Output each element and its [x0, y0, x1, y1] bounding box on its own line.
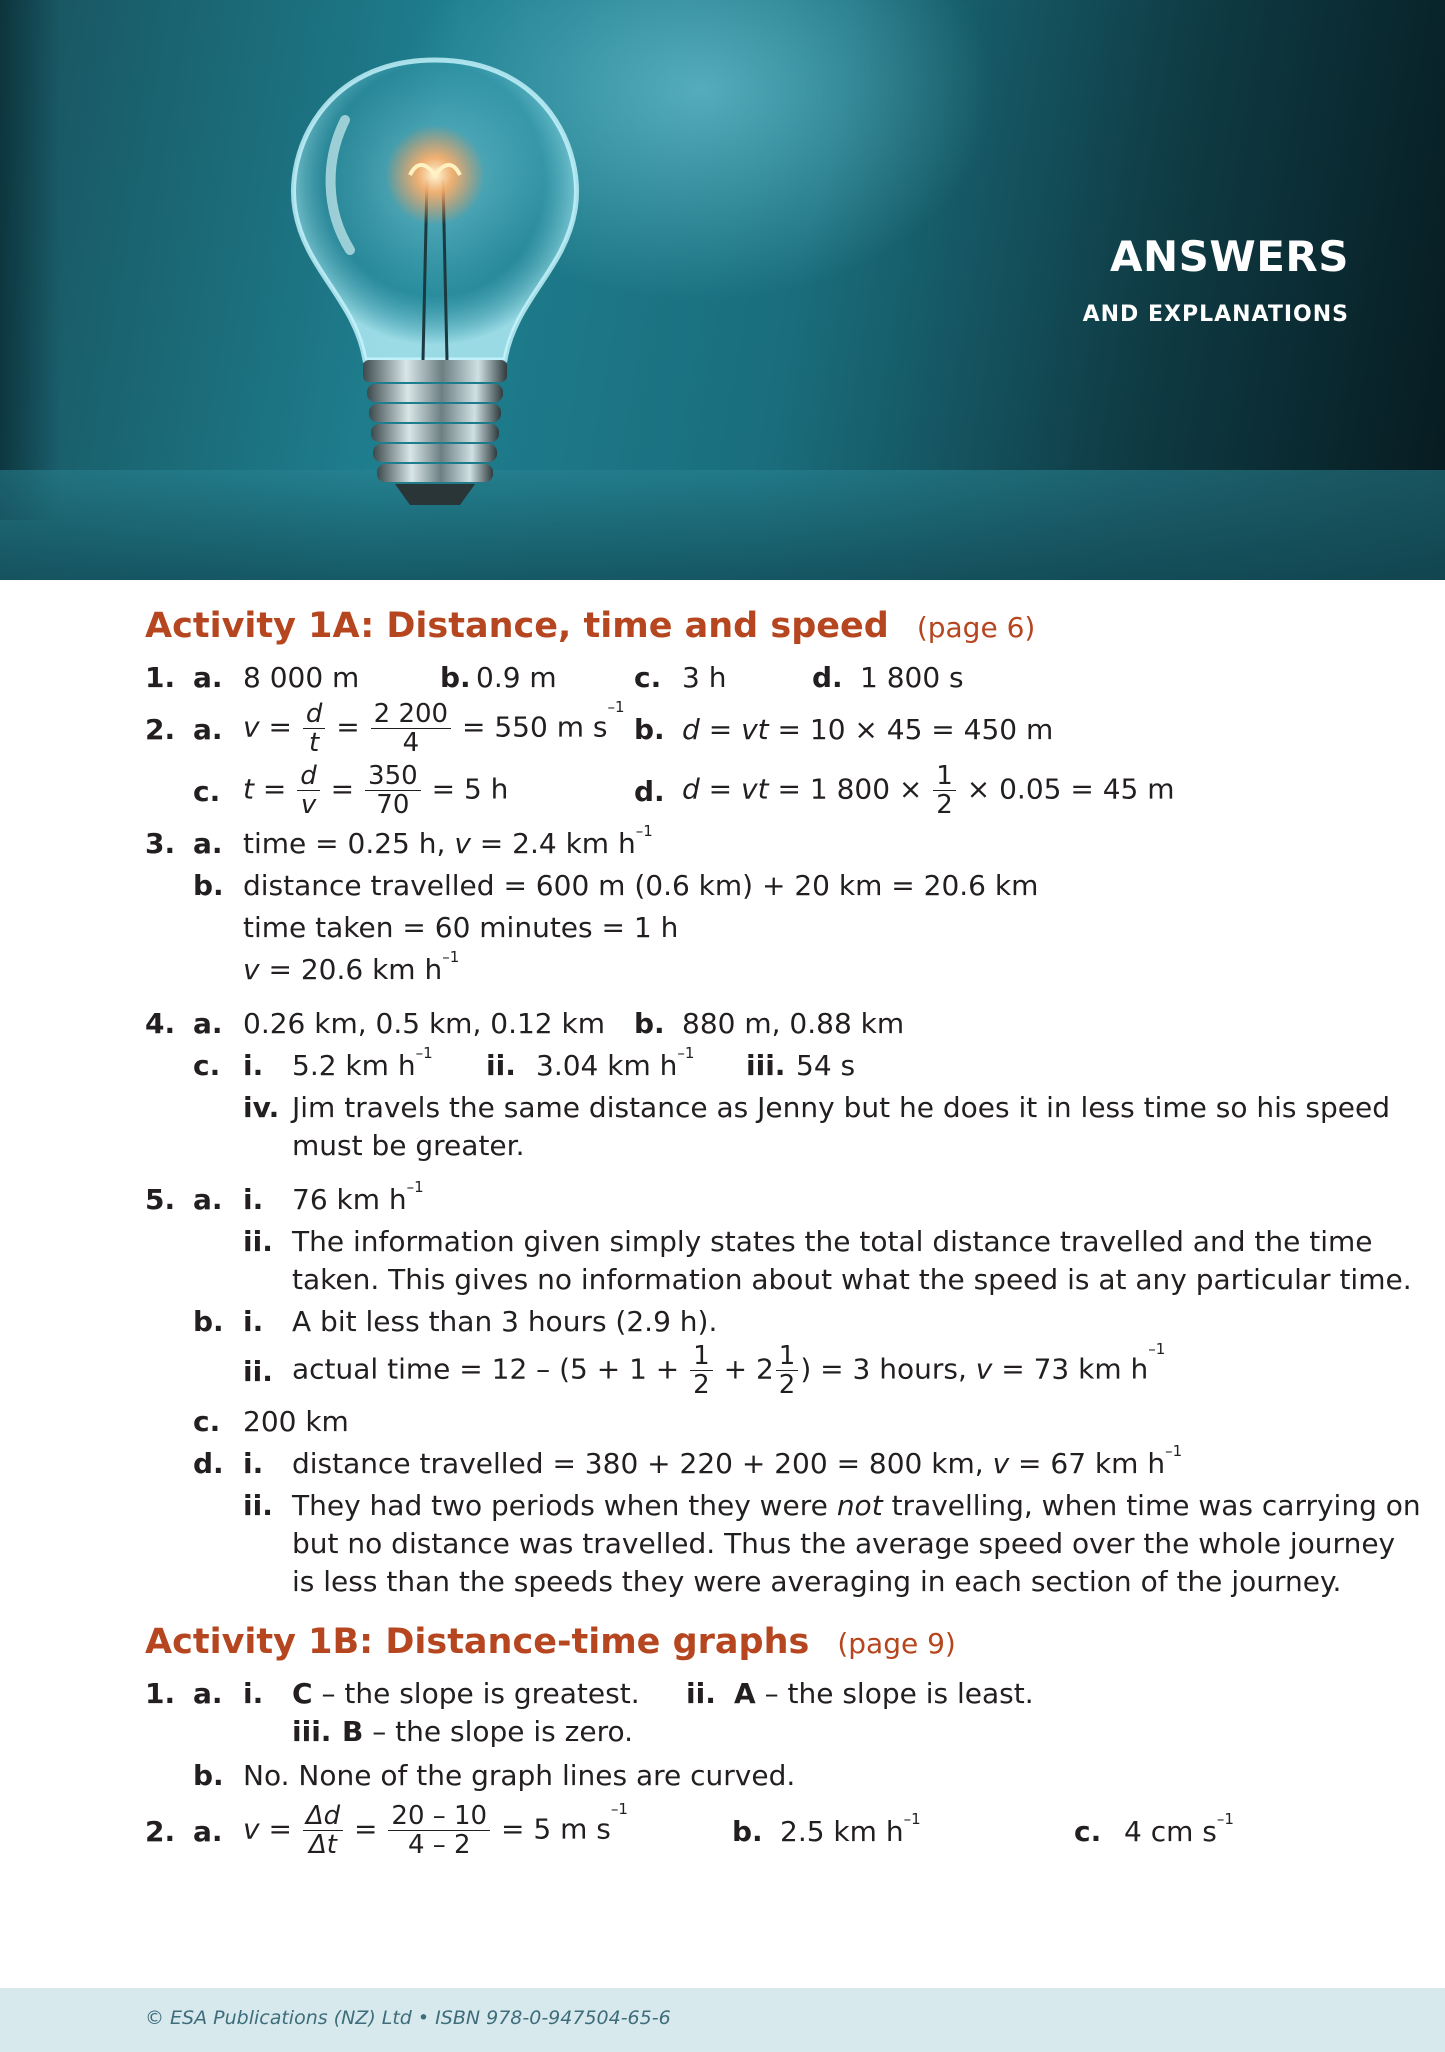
answer-text: [292, 1674, 640, 1714]
subpart-label: i.: [243, 1447, 264, 1480]
q5-row-c: [0, 1402, 1445, 1444]
activity-1a-heading: [0, 600, 1445, 658]
part-label: d.: [634, 775, 665, 808]
fraction: [388, 1802, 490, 1859]
result: = 10 × 45 = 450 m: [768, 713, 1054, 746]
subpart-label: iv.: [243, 1091, 280, 1124]
numerator: Δd: [303, 1802, 343, 1831]
fraction: [297, 762, 320, 819]
graph-key: B: [342, 1715, 364, 1748]
part-label: a.: [193, 1007, 223, 1040]
subpart-label: ii.: [686, 1677, 716, 1710]
answer-text: 0.9 m: [476, 661, 557, 694]
q1-row: [0, 658, 1445, 700]
answer-text: taken. This gives no information about what the speed is at any particular time.: [292, 1263, 1412, 1296]
answer-text: is less than the speeds they were averaging in each section of the journey.: [292, 1565, 1342, 1598]
expression: actual time = 12 – (5 + 1 +: [292, 1352, 680, 1386]
expression: ) = 3 hours,: [800, 1352, 976, 1386]
variable: v: [454, 827, 471, 860]
answer-text: [292, 1444, 1182, 1484]
variable: v: [243, 710, 260, 744]
activity-1b-heading: [0, 1616, 1445, 1674]
result: = 2.4 km h: [470, 827, 636, 860]
equation: [292, 1342, 1165, 1399]
text: 3.04 km h: [536, 1049, 678, 1082]
question-number: 1.: [145, 1677, 176, 1710]
exponent: –1: [442, 948, 460, 966]
denominator: v: [300, 790, 317, 820]
question-number: 1.: [145, 661, 176, 694]
variable: t: [243, 772, 254, 806]
answer-text: No. None of the graph lines are curved.: [243, 1759, 796, 1792]
subpart-label: ii.: [243, 1355, 273, 1388]
question-number: 4.: [145, 1007, 176, 1040]
q5-row-ai: [0, 1180, 1445, 1222]
subpart-label: iii.: [746, 1049, 786, 1082]
q3-row-a: [0, 824, 1445, 866]
equals: =: [708, 713, 742, 746]
answer-text: distance travelled = 600 m (0.6 km) + 20 km = 20.6 km: [243, 869, 1039, 902]
exponent: –1: [607, 698, 625, 716]
answer-text: but no distance was travelled. Thus the average speed over the whole journey: [292, 1527, 1396, 1560]
answer-text: [536, 1046, 694, 1086]
emphasis: not: [836, 1489, 883, 1522]
answer-text: [1124, 1812, 1234, 1852]
answer-text: 54 s: [796, 1049, 856, 1082]
answer-text: time taken = 60 minutes = 1 h: [243, 911, 679, 944]
part-label: a.: [193, 713, 223, 746]
q4-row-civ2: [0, 1130, 1445, 1168]
result: = 550 m s: [461, 710, 608, 744]
numerator: 1: [690, 1342, 713, 1371]
equation: d = vt = 1 800 × $\frac{1}{2}$ × 0.05 = 45 m: [682, 761, 1175, 820]
text: – the slope is least.: [755, 1677, 1034, 1710]
q5-row-bi: [0, 1302, 1445, 1344]
q4-row-ab: [0, 1004, 1445, 1046]
q5-row-aii1: [0, 1222, 1445, 1264]
answer-text: A bit less than 3 hours (2.9 h).: [292, 1305, 718, 1338]
part-label: a.: [193, 827, 223, 860]
subpart-label: ii.: [486, 1049, 516, 1082]
copyright-text: © ESA Publications (NZ) Ltd • ISBN 978-0-947504-65-6: [145, 2007, 671, 2029]
answer-text: 0.26 km, 0.5 km, 0.12 km: [243, 1007, 605, 1040]
answer-text: 8 000 m: [243, 661, 360, 694]
q5-row-di: [0, 1444, 1445, 1486]
result: = 5 h: [431, 772, 509, 806]
subpart-label: iii.: [292, 1715, 332, 1748]
part-label: c.: [634, 661, 662, 694]
result: = 20.6 km h: [259, 953, 443, 986]
denominator: t: [309, 728, 320, 758]
result: = 73 km h: [992, 1352, 1149, 1386]
variable: v: [243, 1812, 260, 1846]
subpart-label: i.: [243, 1677, 264, 1710]
activity-1a-page-ref: (page 6): [916, 611, 1036, 644]
part-label: c.: [193, 1049, 221, 1082]
exponent: –1: [1216, 1810, 1234, 1828]
answer-text: [292, 1486, 1421, 1526]
result: × 0.05 = 45 m: [966, 772, 1175, 806]
numerator: d: [297, 762, 320, 791]
variable: v: [975, 1352, 993, 1386]
fraction: [303, 1802, 343, 1859]
activity-1b-title: Activity 1B: Distance-time graphs: [145, 1622, 810, 1662]
subpart-label: i.: [243, 1183, 264, 1216]
q3-row-b3: [0, 950, 1445, 992]
answer-text: must be greater.: [292, 1129, 525, 1162]
denominator: 4: [402, 728, 420, 758]
text: travelling, when time was carrying on: [882, 1489, 1421, 1522]
numerator: d: [303, 700, 326, 729]
exponent: –1: [677, 1044, 695, 1062]
answer-text: [292, 1046, 433, 1086]
subpart-label: ii.: [243, 1489, 273, 1522]
part-label: b.: [440, 661, 471, 694]
exponent: –1: [415, 1044, 433, 1062]
part-label: b.: [193, 1759, 224, 1792]
text: distance travelled = 380 + 220 + 200 = 800 km,: [292, 1447, 993, 1480]
variable: d: [682, 772, 700, 806]
graph-key: C: [292, 1677, 313, 1710]
numerator: 20 – 10: [388, 1802, 490, 1831]
subpart-label: i.: [243, 1305, 264, 1338]
result: = 67 km h: [1009, 1447, 1166, 1480]
q5-row-dii2: [0, 1528, 1445, 1566]
question-number: 2.: [145, 713, 176, 746]
denominator: 2: [778, 1370, 796, 1400]
q4-row-c: [0, 1046, 1445, 1088]
b-q1-row-b: [0, 1756, 1445, 1798]
fraction: [303, 700, 326, 757]
expression: = 1 800 ×: [768, 772, 923, 806]
denominator: 4 – 2: [407, 1830, 471, 1860]
answer-text: 3 h: [682, 661, 727, 694]
answer-text: [734, 1674, 1034, 1714]
denominator: 2: [693, 1370, 710, 1400]
answer-text: [780, 1812, 921, 1852]
q5-row-dii3: [0, 1566, 1445, 1604]
numerator: 1: [933, 762, 956, 791]
denominator: Δt: [309, 1830, 337, 1860]
part-label: d.: [193, 1447, 224, 1480]
b-q2-row: [0, 1798, 1445, 1868]
part-label: c.: [193, 1405, 221, 1438]
part-label: a.: [193, 1815, 223, 1848]
answer-text: The information given simply states the total distance travelled and the time: [292, 1225, 1373, 1258]
numerator: 350: [365, 762, 421, 791]
answer-text: [342, 1712, 633, 1752]
denominator: 70: [376, 790, 410, 820]
text: – the slope is zero.: [363, 1715, 634, 1748]
part-label: b.: [634, 1007, 665, 1040]
b-q1-row-aiii: [0, 1716, 1445, 1756]
banner-subtitle: AND EXPLANATIONS: [1082, 302, 1349, 327]
equation: v = $\frac{\Delta d}{\Delta t}$ = $\frac{20 - 10}{4 - 2}$ = 5 m $s^{-1}$: [243, 1800, 628, 1860]
text: 76 km h: [292, 1183, 407, 1216]
part-label: b.: [193, 1305, 224, 1338]
answer-text: 1 800 s: [860, 661, 964, 694]
banner-title: ANSWERS: [1109, 232, 1349, 281]
exponent: –1: [610, 1800, 628, 1818]
cover-banner: [0, 0, 1445, 580]
question-number: 5.: [145, 1183, 176, 1216]
expression: + 2: [723, 1352, 774, 1386]
answer-text: 880 m, 0.88 km: [682, 1007, 905, 1040]
fraction: [933, 762, 956, 819]
exponent: –1: [406, 1178, 424, 1196]
text: 5.2 km h: [292, 1049, 416, 1082]
q5-row-aii2: [0, 1264, 1445, 1302]
q2-row-cd: [0, 762, 1445, 824]
part-label: b.: [634, 713, 665, 746]
answers-content: [0, 600, 1445, 1868]
q5-row-bii: [0, 1340, 1445, 1402]
part-label: c.: [193, 775, 221, 808]
wall-shadow: [0, 0, 60, 520]
result: = 5 m s: [501, 1812, 611, 1846]
text: time = 0.25 h,: [243, 827, 455, 860]
equals: =: [268, 710, 292, 744]
fraction: [371, 700, 451, 757]
part-label: a.: [193, 1183, 223, 1216]
light-bulb-illustration: [255, 0, 615, 540]
numerator: 2 200: [371, 700, 451, 729]
variable: v: [243, 953, 260, 986]
part-label: d.: [812, 661, 843, 694]
fraction: [776, 1342, 799, 1399]
q2-row-ab: [0, 700, 1445, 762]
variable: vt: [741, 772, 769, 806]
answer-text: [243, 824, 653, 864]
b-q1-row-a: [0, 1674, 1445, 1716]
floor-surface: [0, 470, 1445, 580]
part-label: c.: [1074, 1815, 1102, 1848]
text: 4 cm s: [1124, 1815, 1217, 1848]
part-label: b.: [732, 1815, 763, 1848]
equation: v = $\frac{d}{t}$ = $\frac{2 200}{4}$ = 550 m $s^{-1}$: [243, 698, 625, 758]
exponent: –1: [635, 822, 653, 840]
q4-row-civ1: [0, 1088, 1445, 1130]
part-label: b.: [193, 869, 224, 902]
q3-row-b2: [0, 908, 1445, 950]
denominator: 2: [936, 790, 953, 820]
fraction: [365, 762, 421, 819]
answer-text: Jim travels the same distance as Jenny but he does it in less time so his speed: [292, 1091, 1391, 1124]
equation: [682, 710, 1053, 750]
graph-key: A: [734, 1677, 756, 1710]
text: They had two periods when they were: [292, 1489, 837, 1522]
q5-row-dii1: [0, 1486, 1445, 1528]
exponent: –1: [1165, 1442, 1183, 1460]
question-number: 2.: [145, 1815, 176, 1848]
subpart-label: i.: [243, 1049, 264, 1082]
page-footer: [0, 1988, 1445, 2052]
activity-1a-title: Activity 1A: Distance, time and speed: [145, 606, 889, 646]
activity-1b-page-ref: (page 9): [837, 1627, 956, 1660]
answer-text: 200 km: [243, 1405, 349, 1438]
variable: vt: [741, 713, 769, 746]
numerator: 1: [776, 1342, 799, 1371]
exponent: –1: [1148, 1340, 1166, 1358]
exponent: –1: [903, 1810, 921, 1828]
subpart-label: ii.: [243, 1225, 273, 1258]
text: – the slope is greatest.: [312, 1677, 640, 1710]
variable: v: [992, 1447, 1010, 1480]
question-number: 3.: [145, 827, 176, 860]
answer-text: [243, 950, 459, 990]
answer-text: [292, 1180, 424, 1220]
part-label: a.: [193, 661, 223, 694]
text: 2.5 km h: [780, 1815, 904, 1848]
fraction: [690, 1342, 713, 1399]
variable: d: [682, 713, 700, 746]
equation: t = $\frac{d}{v}$ = $\frac{350}{70}$ = 5 h: [243, 761, 509, 820]
part-label: a.: [193, 1677, 223, 1710]
q3-row-b1: [0, 866, 1445, 908]
